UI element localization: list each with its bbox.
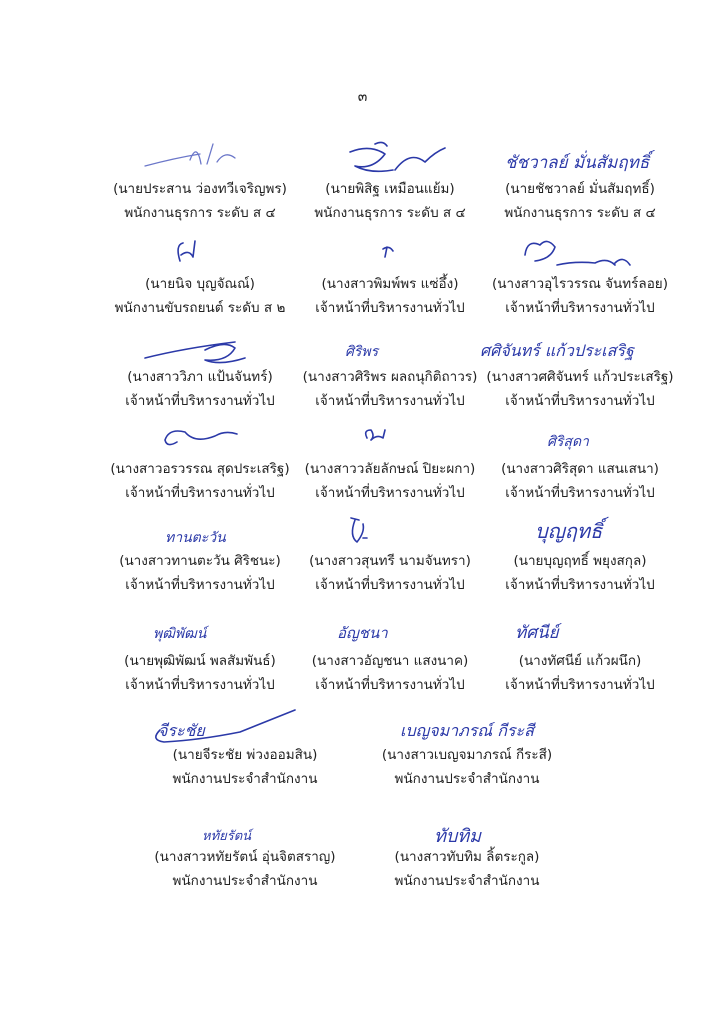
signatory-name: (นางสาวศศิจันทร์ แก้วประเสริฐ) (486, 369, 674, 385)
signature-script: ทัศนีย์ (515, 623, 559, 643)
signatory-position: เจ้าหน้าที่บริหารงานทั่วไป (125, 393, 275, 409)
signatory-name: (นางสาวศิริพร ผลถนุกิติถาวร) (302, 369, 478, 385)
signature-script: ทานตะวัน (165, 530, 226, 546)
signatory-name: (นางทัศนีย์ แก้วผนึก) (518, 653, 642, 669)
signatory-position: เจ้าหน้าที่บริหารงานทั่วไป (315, 677, 465, 693)
signatory-name: (นายบุญฤทธิ์ พยุงสกุล) (513, 553, 647, 569)
signature-script: ทับทิม (434, 826, 482, 847)
signature-script: บุญฤทธิ์ (535, 519, 603, 543)
signature-script: ชัชวาลย์ มั่นสัมฤทธิ์ (505, 153, 650, 173)
signatory-position: เจ้าหน้าที่บริหารงานทั่วไป (125, 677, 275, 693)
signatory-position: เจ้าหน้าที่บริหารงานทั่วไป (505, 485, 655, 501)
signatory-name: (นางสาววลัยลักษณ์ ปิยะผกา) (304, 461, 476, 477)
signatory-name: (นางสาวอรวรรณ สุดประเสริฐ) (110, 461, 290, 477)
signatory-name: (นายพุฒิพัฒน์ พลสัมพันธ์) (124, 653, 276, 669)
signature-script: อัญชนา (337, 624, 388, 642)
signatory-name: (นางสาวหทัยรัตน์ อุ่นจิตสราญ) (154, 849, 336, 865)
signatory-name: (นางสาวอุไรวรรณ จันทร์ลอย) (492, 276, 668, 292)
signatory-position: เจ้าหน้าที่บริหารงานทั่วไป (315, 393, 465, 409)
signatory-position: พนักงานประจำสำนักงาน (172, 873, 318, 889)
signatory-name: (นางสาวทานตะวัน ศิริชนะ) (119, 553, 281, 569)
signatory-name: (นางสาวอัญชนา แสงนาค) (311, 653, 469, 669)
signatory-name: (นางสาวทับทิม ลิ้ตระกูล) (394, 849, 540, 865)
signature-script: ศิริพร (345, 344, 379, 360)
signatory-name: (นางสาววิภา แป้นจันทร์) (127, 369, 273, 385)
signature-script: เบญจมาภรณ์ กีระสี (400, 721, 534, 740)
signatory-name: (นายนิจ บุญจัณณ์) (145, 276, 255, 292)
signatory-position: พนักงานธุรการ ระดับ ส ๔ (504, 205, 656, 221)
signatory-position: พนักงานขับรถยนต์ ระดับ ส ๒ (114, 300, 286, 316)
signatory-position: พนักงานประจำสำนักงาน (394, 873, 540, 889)
signatory-position: พนักงานประจำสำนักงาน (172, 771, 318, 787)
signatory-position: เจ้าหน้าที่บริหารงานทั่วไป (315, 485, 465, 501)
signatory-name: (นายจีระชัย พ่วงออมสิน) (172, 747, 318, 763)
signatory-position: เจ้าหน้าที่บริหารงานทั่วไป (505, 577, 655, 593)
signature-script: ศิริสุดา (547, 434, 589, 450)
signatory-name: (นายพิสิฐ เหมือนแย้ม) (325, 181, 455, 197)
signatory-position: พนักงานธุรการ ระดับ ส ๔ (314, 205, 466, 221)
signature-script: หทัยรัตน์ (202, 829, 252, 844)
signatory-position: เจ้าหน้าที่บริหารงานทั่วไป (315, 577, 465, 593)
signatory-name: (นายประสาน ว่องทวีเจริญพร) (113, 181, 287, 197)
signatory-position: เจ้าหน้าที่บริหารงานทั่วไป (125, 485, 275, 501)
signature-script: พุฒิพัฒน์ (153, 626, 207, 642)
signature-script: ศศิจันทร์ แก้วประเสริฐ (480, 341, 634, 360)
signatory-position: เจ้าหน้าที่บริหารงานทั่วไป (505, 677, 655, 693)
signatory-name: (นายชัชวาลย์ มั่นสัมฤทธิ์) (505, 181, 655, 197)
page-number: ๓ (357, 89, 368, 105)
signatory-position: เจ้าหน้าที่บริหารงานทั่วไป (125, 577, 275, 593)
signatory-position: เจ้าหน้าที่บริหารงานทั่วไป (505, 393, 655, 409)
signatory-position: พนักงานประจำสำนักงาน (394, 771, 540, 787)
signatory-position: เจ้าหน้าที่บริหารงานทั่วไป (315, 300, 465, 316)
signatory-position: พนักงานธุรการ ระดับ ส ๔ (124, 205, 276, 221)
signatory-name: (นางสาวเบญจมาภรณ์ กีระสี) (381, 747, 553, 763)
signatory-name: (นางสาวศิริสุดา แสนเสนา) (501, 461, 659, 477)
signatory-position: เจ้าหน้าที่บริหารงานทั่วไป (505, 300, 655, 316)
signatory-name: (นางสาวพิมพ์พร แซ่อึ้ง) (321, 276, 459, 292)
signatory-name: (นางสาวสุนทรี นามจันทรา) (309, 553, 471, 569)
signature-script: จีระชัย (158, 721, 205, 740)
